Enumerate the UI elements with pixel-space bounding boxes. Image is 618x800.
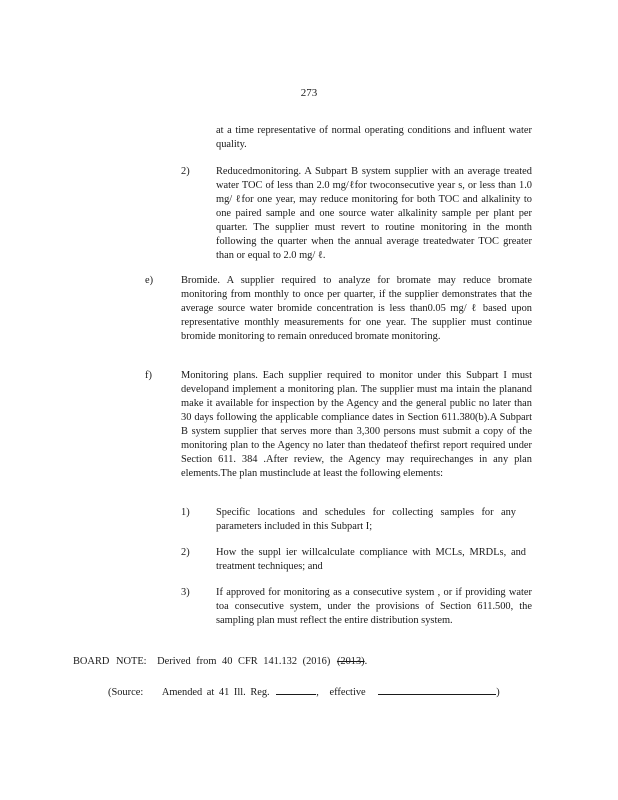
board-note-deleted-year: (2013) [336,656,365,667]
sub-item-1-label: 1) [181,507,190,518]
board-note [73,655,367,669]
sub-item-2-label: 2) [181,547,190,558]
effective-date-blank [378,683,496,695]
source-close: ) [496,687,500,698]
item-2-text: Reducedmonitoring. A Subpart B system supplier with an average treated water TOC of less than 2.0 mg/ℓfor twoconsecutive year s, or less than 1.0 mg/ ℓfor one year, may reduce monitoring for both TOC and alkalinity to one paired sample and one source water alkalinity sample per plant per quarter. The supplier must revert to routine monitoring in the month following the quarter when the annual average treatedwater TOC greater than or equal to 2.0 mg/ ℓ. [216,166,532,261]
board-note-label: BOARD NOTE: [73,656,147,667]
board-note-text: Derived from 40 CFR 141.132 (2016) [157,656,331,667]
source-open: (Source: [108,687,144,698]
item-e-text: Bromide. A supplier required to analyze for bromate may reduce bromate monitoring from monthly to once per quarter, if the supplier demonstrates that the average source water bromide concentration is less than0.05 mg/ ℓ based upon representative monthly measurements for one year. The supplier must continue bromide monitoring to remain onreduced bromate monitoring. [181,275,532,342]
source-effective: effective [329,687,366,698]
source-amended: Amended at 41 Ill. Reg. [161,687,270,698]
item-f-label: f) [145,370,152,381]
board-note-period: . [364,656,368,667]
item-f-text: Monitoring plans. Each supplier required to monitor under this Subpart I must developand implement a monitoring plan. The supplier must ma intain the planand make it available for inspection by the Agency and the general public no later than 30 days following the applicable compliance dates in Section 611.380(b).A Subpart B system supplier that serves more than 3,300 persons must submit a copy of the monitoring plan to the Agency no later than thedateof thefirst report required under Section 611. 384 .After review, the Agency may requirechanges in any plan elements.The plan mustinclude at least the following elements: [181,370,532,479]
item-2-label: 2) [181,166,190,177]
source-note [108,683,500,700]
item-e-label: e) [145,275,154,286]
sub-item-1-text: Specific locations and schedules for collecting samples for any parameters included in this Subpart I; [216,507,516,532]
register-page-blank [276,683,316,695]
sub-item-3-text: If approved for monitoring as a consecutive system , or if providing water toa consecutive system, under the provisions of Section 611.500, the sampling plan must reflect the entire distribution system. [216,587,532,626]
page-number: 273 [300,87,318,99]
source-comma: , [316,687,319,698]
continuation-text: at a time representative of normal operating conditions and influent water quality. [216,125,532,150]
sub-item-3-label: 3) [181,587,190,598]
sub-item-2-text: How the suppl ier willcalculate compliance with MCLs, MRDLs, and treatment techniques; and [216,547,526,572]
